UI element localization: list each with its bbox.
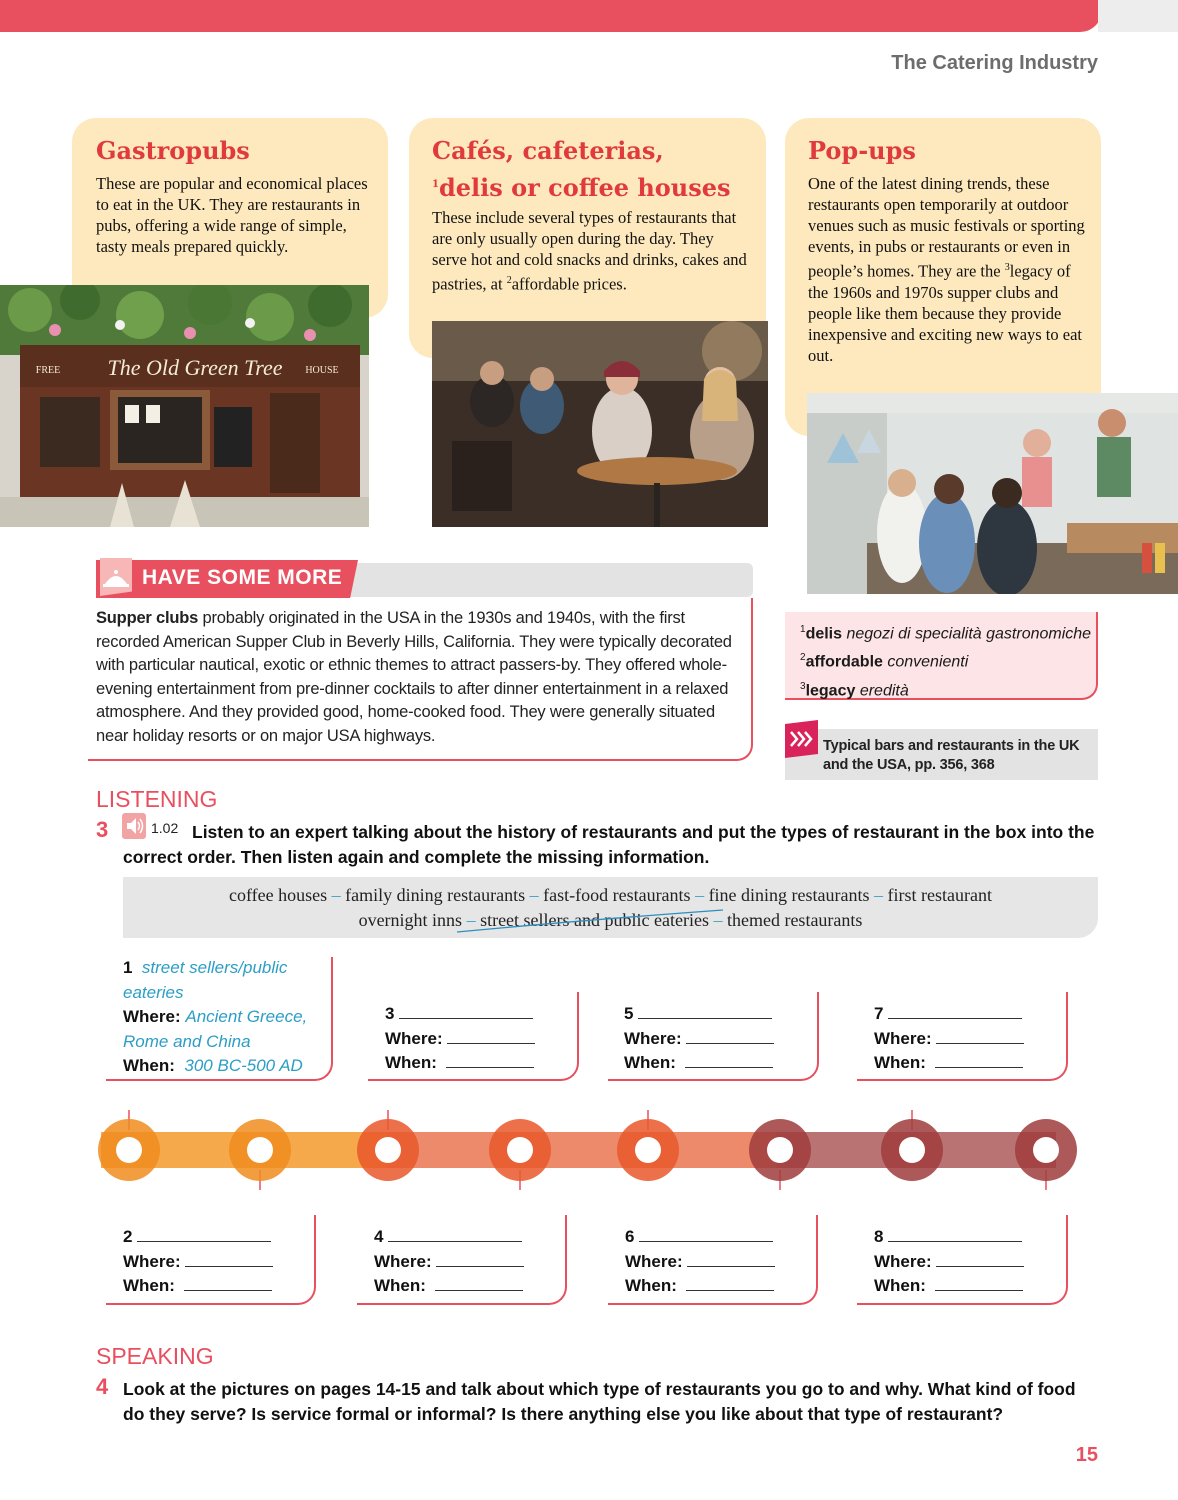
timeline-item-7: 7 Where: When: — [874, 1002, 1024, 1076]
blank-8-where[interactable] — [936, 1251, 1024, 1267]
glossary-item: $^1$delis negozi di specialità gastronomiche — [800, 624, 1092, 643]
answer-1-when: 300 BC-500 AD — [184, 1056, 303, 1075]
glossary-item: $^2$affordable convenienti — [800, 652, 969, 671]
timeline-marker-center — [247, 1137, 273, 1163]
blank-2-when[interactable] — [184, 1275, 272, 1291]
card-title-cafes — [432, 134, 748, 205]
timeline-marker-center — [507, 1137, 533, 1163]
popup-photo — [807, 393, 1178, 594]
have-some-more-text: probably originated in the USA in the 1930s and 1940s, with the first recorded American Supper Club in Beverly Hills, California. They were typically decorated with particular nautical, exotic or ethnic themes to attract passers-by. They offered whole-evening entertainment from pre-dinner cocktails to after dinner entertainment in a relaxed atmosphere. And they provided good, home-cooked food. They were generally situated near holiday resorts or on major USA highways. — [96, 609, 732, 745]
blank-4-when[interactable] — [435, 1275, 523, 1291]
timeline-marker-center — [375, 1137, 401, 1163]
word-separator: – — [466, 910, 476, 930]
word-box-line — [123, 883, 1098, 908]
timeline-marker-center — [635, 1137, 661, 1163]
blank-8-when[interactable] — [935, 1275, 1023, 1291]
card-body-popups — [808, 173, 1087, 366]
listening-instruction: Listen to an expert talking about the history of restaurants and put the types of restaurant in the box into the correct order. Then listen again and complete the missing information. — [123, 822, 1095, 867]
blank-7-when[interactable] — [935, 1052, 1023, 1068]
double-chevron-icon — [785, 720, 818, 758]
word-item: fast-food restaurants — [543, 885, 691, 905]
top-color-bar — [0, 0, 1102, 32]
word-separator: – — [331, 885, 341, 905]
timeline-item-3: 3 Where: When: — [385, 1002, 535, 1076]
timeline-marker-center — [116, 1137, 142, 1163]
answer-1-where: Ancient Greece, Rome and China — [123, 1007, 308, 1051]
timeline-graphic — [96, 1110, 1086, 1190]
crossed-out-mark — [455, 906, 725, 936]
cross-reference-link[interactable]: Typical bars and restaurants in the UK and the USA, pp. 356, 368 — [823, 738, 1080, 773]
glossary-box — [785, 612, 1098, 700]
exercise-number-3: 3 — [96, 817, 109, 842]
listening-heading: LISTENING — [96, 786, 218, 812]
pub-photo — [0, 285, 369, 527]
blank-3[interactable] — [399, 1003, 533, 1019]
blank-5[interactable] — [638, 1003, 772, 1019]
cafe-photo — [432, 321, 768, 527]
speaking-heading: SPEAKING — [96, 1343, 214, 1369]
word-separator: – — [529, 885, 539, 905]
blank-6[interactable] — [639, 1226, 773, 1242]
timeline-marker-center — [1033, 1137, 1059, 1163]
timeline-item-2: 2 Where: When: — [123, 1225, 273, 1299]
pub-sign-right: HOUSE — [305, 365, 339, 376]
blank-6-where[interactable] — [687, 1251, 775, 1267]
page-number: 15 — [1075, 1444, 1098, 1466]
have-some-more-lead: Supper clubs — [96, 609, 199, 627]
timeline-item-1: 1 street sellers/public eateries Where: Ancient Greece, Rome and China When: 300 BC-500 AD — [123, 958, 308, 1075]
footnote-marker-3: 3 — [1004, 262, 1010, 273]
have-some-more-title: HAVE SOME MORE — [142, 566, 343, 589]
have-some-more-body — [96, 607, 736, 748]
word-item: overnight inns — [358, 910, 463, 930]
blank-4-where[interactable] — [436, 1251, 524, 1267]
running-head: The Catering Industry — [891, 52, 1098, 74]
footnote-marker-1: 1 — [432, 179, 439, 190]
blank-6-when[interactable] — [686, 1275, 774, 1291]
timeline-item-8: 8 Where: When: — [874, 1225, 1024, 1299]
exercise-number-4: 4 — [96, 1374, 109, 1399]
card-body-popups-text-end: legacy of the 1960s and 1970s supper clubs and people like them because they provide inexpensive and exciting new ways to eat out. — [808, 261, 1082, 365]
glossary-item: $^3$legacy eredità — [800, 680, 909, 699]
timeline-marker-center — [899, 1137, 925, 1163]
word-item: first restaurant — [887, 885, 992, 905]
pub-sign-left: FREE — [35, 365, 61, 376]
blank-7-where[interactable] — [936, 1028, 1024, 1044]
blank-5-where[interactable] — [686, 1028, 774, 1044]
word-separator: – — [695, 885, 705, 905]
word-item: themed restaurants — [726, 910, 863, 930]
card-body-cafes-text: These include several types of restaurants that are only usually open during the day. They serve hot and cold snacks and drinks, cakes and pastries, at — [432, 208, 747, 294]
blank-8[interactable] — [888, 1226, 1022, 1242]
blank-2[interactable] — [137, 1226, 271, 1242]
speaking-instruction: Look at the pictures on pages 14-15 and talk about which type of restaurants you go to and why. What kind of food do they serve? Is service formal or informal? Is there anything else you like about that type of restaurant? — [123, 1379, 1076, 1424]
word-separator: – — [874, 885, 884, 905]
word-item: family dining restaurants — [345, 885, 526, 905]
card-title-gastropubs: Gastropubs — [96, 136, 250, 165]
card-body-gastropubs: These are popular and economical places to eat in the UK. They are restaurants in pubs, offering a wide range of simple, tasty meals prepared quickly. — [96, 174, 368, 256]
track-number: 1.02 — [151, 820, 179, 836]
card-title-popups: Pop-ups — [808, 136, 916, 165]
timeline-item-6: 6 Where: When: — [625, 1225, 775, 1299]
card-title-cafes-line2: delis or coffee houses — [438, 173, 731, 202]
cloche-icon — [100, 558, 132, 596]
timeline-marker-center — [767, 1137, 793, 1163]
blank-7[interactable] — [888, 1003, 1022, 1019]
word-item-crossed: street sellers and public eateries — [480, 910, 709, 930]
word-item: coffee houses — [229, 885, 328, 905]
card-popups — [785, 118, 1101, 436]
pub-sign: The Old Green Tree — [107, 355, 283, 380]
card-body-cafes-text-end: affordable prices. — [511, 274, 627, 294]
timeline-item-4: 4 Where: When: — [374, 1225, 524, 1299]
blank-5-when[interactable] — [685, 1052, 773, 1068]
blank-3-where[interactable] — [447, 1028, 535, 1044]
blank-2-where[interactable] — [185, 1251, 273, 1267]
blank-3-when[interactable] — [446, 1052, 534, 1068]
top-grey-tab — [1098, 0, 1178, 32]
blank-4[interactable] — [388, 1226, 522, 1242]
card-body-popups-text: One of the latest dining trends, these restaurants open temporarily at outdoor venues such as music festivals or sporting events, in pubs or restaurants or even in people’s homes. They are the — [808, 174, 1085, 281]
word-separator: – — [713, 910, 723, 930]
timeline-item-5: 5 Where: When: — [624, 1002, 774, 1076]
footnote-marker-2: 2 — [506, 275, 512, 286]
card-body-cafes — [432, 207, 748, 295]
answer-1: street sellers/public eateries — [123, 958, 288, 1002]
timeline-band-middle — [386, 1132, 776, 1168]
card-title-cafes-line1: Cafés, cafeterias, — [432, 136, 664, 165]
word-item: fine dining restaurants — [708, 885, 870, 905]
